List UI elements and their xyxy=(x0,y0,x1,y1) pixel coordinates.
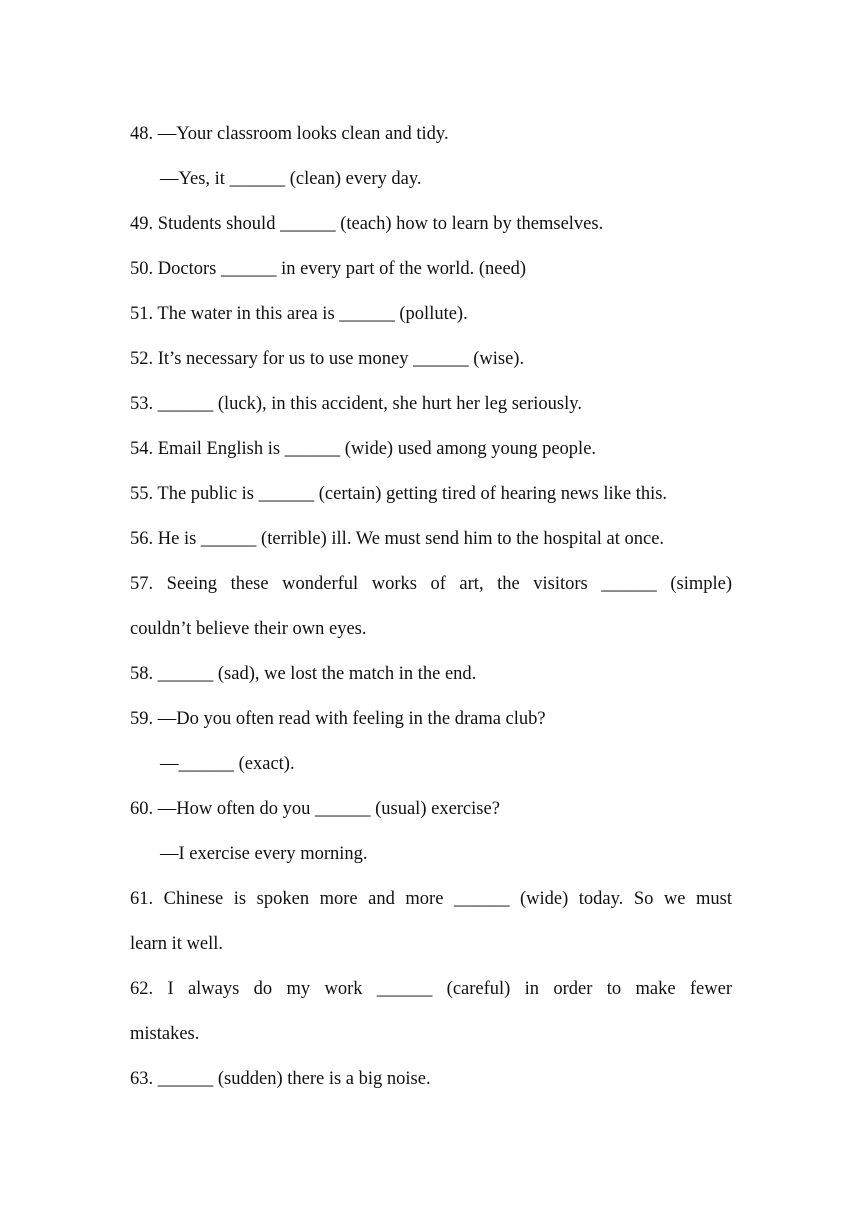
exercise-line: 48. —Your classroom looks clean and tidy. xyxy=(130,124,449,144)
exercise-line: 54. Email English is ______ (wide) used among young people. xyxy=(130,439,597,459)
exercise-line: 55. The public is ______ (certain) getting tired of hearing news like this. xyxy=(130,484,668,504)
exercise-line: learn it well. xyxy=(130,934,223,954)
exercise-line: mistakes. xyxy=(130,1024,200,1044)
exercise-line: couldn’t believe their own eyes. xyxy=(130,619,367,639)
exercise-line: 63. ______ (sudden) there is a big noise. xyxy=(130,1069,431,1089)
exercise-line: 58. ______ (sad), we lost the match in the end. xyxy=(130,664,477,684)
exercise-line: 61. Chinese is spoken more and more ______ (wide) today. So we must xyxy=(130,889,732,909)
exercise-list xyxy=(130,112,732,1102)
exercise-line: 62. I always do my work ______ (careful) in order to make fewer xyxy=(130,979,732,999)
exercise-line: 49. Students should ______ (teach) how to learn by themselves. xyxy=(130,214,604,234)
exercise-line: 52. It’s necessary for us to use money ______ (wise). xyxy=(130,349,525,369)
exercise-line: —I exercise every morning. xyxy=(160,844,368,864)
exercise-line: —______ (exact). xyxy=(160,754,295,774)
exercise-line: 53. ______ (luck), in this accident, she hurt her leg seriously. xyxy=(130,394,582,414)
exercise-line: 57. Seeing these wonderful works of art, the visitors ______ (simple) xyxy=(130,574,732,594)
exercise-line: 50. Doctors ______ in every part of the world. (need) xyxy=(130,259,527,279)
exercise-line: 51. The water in this area is ______ (pollute). xyxy=(130,304,468,324)
exercise-line: 59. —Do you often read with feeling in the drama club? xyxy=(130,709,546,729)
exercise-line: 60. —How often do you ______ (usual) exercise? xyxy=(130,799,500,819)
exercise-line: —Yes, it ______ (clean) every day. xyxy=(160,169,422,189)
exercise-line: 56. He is ______ (terrible) ill. We must send him to the hospital at once. xyxy=(130,529,665,549)
